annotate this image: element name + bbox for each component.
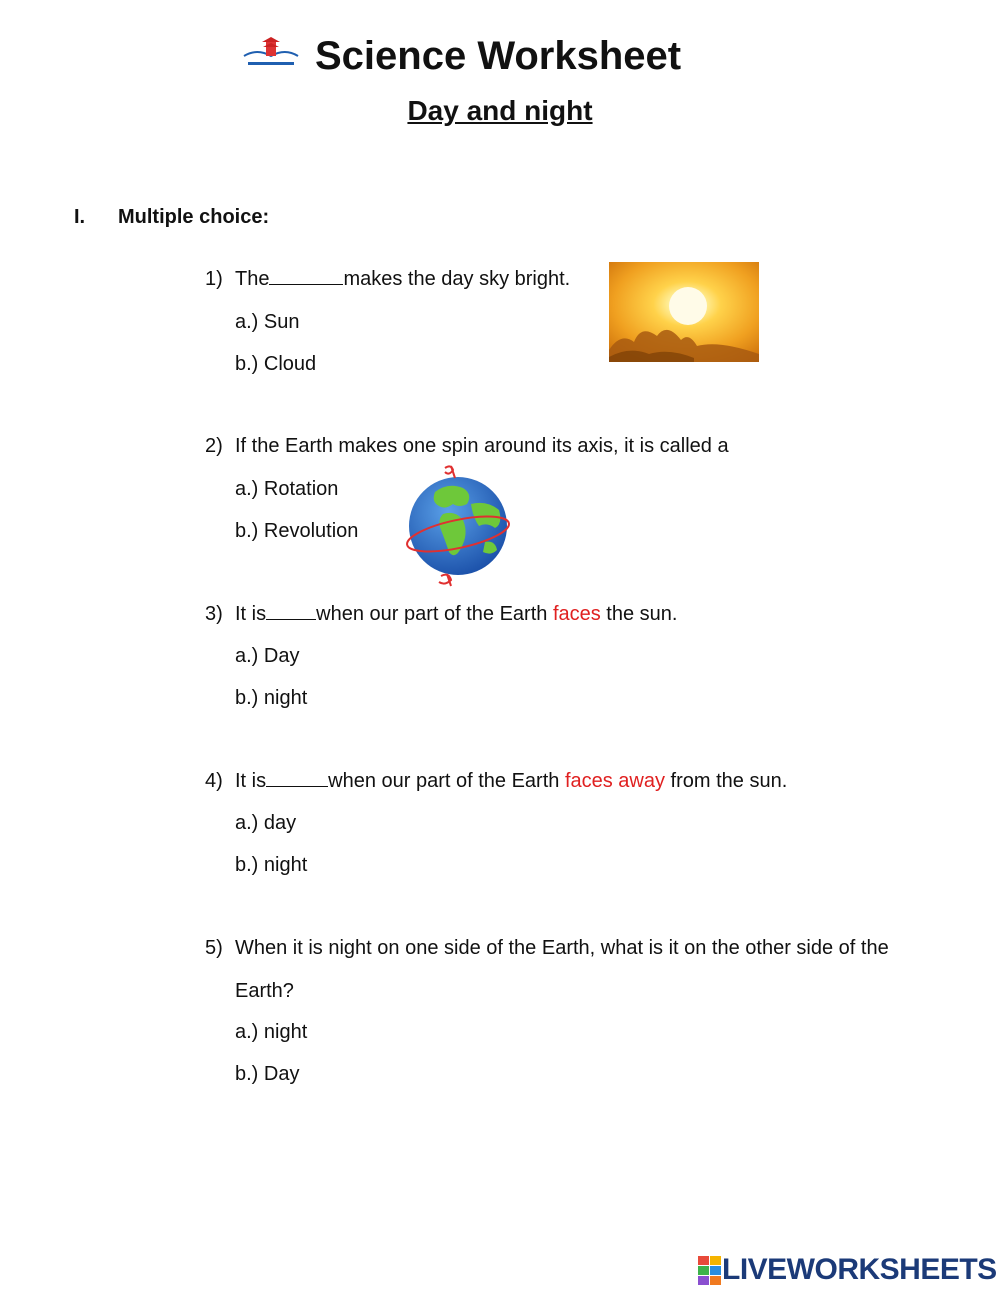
school-logo-icon: [242, 36, 300, 70]
option-a[interactable]: a.) Rotation: [235, 478, 339, 500]
answer-blank[interactable]: [266, 603, 316, 620]
answer-blank[interactable]: [269, 268, 343, 285]
option-a[interactable]: a.) day: [235, 812, 297, 834]
option-b[interactable]: b.) Cloud: [235, 353, 317, 375]
question-number: 3): [205, 603, 223, 625]
question-2-text: If the Earth makes one spin around its axis, it is called a: [235, 435, 729, 457]
page-title: Science Worksheet: [315, 34, 682, 78]
option-a[interactable]: a.) Day: [235, 645, 300, 667]
question-text-post: the sun.: [600, 603, 678, 625]
question-4-text: [235, 770, 787, 793]
option-a[interactable]: a.) Sun: [235, 311, 300, 333]
option-b[interactable]: b.) night: [235, 854, 308, 876]
highlighted-word: faces away: [564, 770, 665, 792]
question-5-line-1: When it is night on one side of the Earth, what is it on the other side of the: [235, 937, 889, 959]
question-text-mid: when our part of the Earth: [328, 770, 565, 792]
question-number: 5): [205, 937, 223, 959]
question-1-text: [235, 268, 570, 291]
page-subtitle: Day and night: [407, 95, 593, 126]
liveworksheets-logo-icon: [698, 1256, 722, 1286]
question-text-pre: It is: [235, 770, 267, 792]
question-5-line-2: Earth?: [235, 980, 294, 1002]
sun-image: [609, 262, 759, 362]
question-text-pre: The: [235, 268, 270, 290]
question-text-post: from the sun.: [665, 770, 788, 792]
earth-rotation-image: [403, 464, 513, 588]
question-text-pre: It is: [235, 603, 267, 625]
question-text-mid: when our part of the Earth: [316, 603, 553, 625]
option-b[interactable]: b.) night: [235, 687, 308, 709]
highlighted-word: faces: [552, 603, 601, 625]
question-3-text: [235, 603, 677, 626]
question-number: 2): [205, 435, 223, 457]
option-b[interactable]: b.) Day: [235, 1063, 300, 1085]
question-text-post: makes the day sky bright.: [343, 268, 571, 290]
answer-blank[interactable]: [266, 770, 328, 787]
option-b[interactable]: b.) Revolution: [235, 520, 359, 542]
question-number: 4): [205, 770, 223, 792]
option-a[interactable]: a.) night: [235, 1021, 308, 1043]
section-number: I.: [74, 206, 86, 228]
question-number: 1): [205, 268, 223, 290]
section-title: Multiple choice:: [118, 206, 270, 228]
liveworksheets-brand: LIVEWORKSHEETS: [722, 1253, 997, 1286]
